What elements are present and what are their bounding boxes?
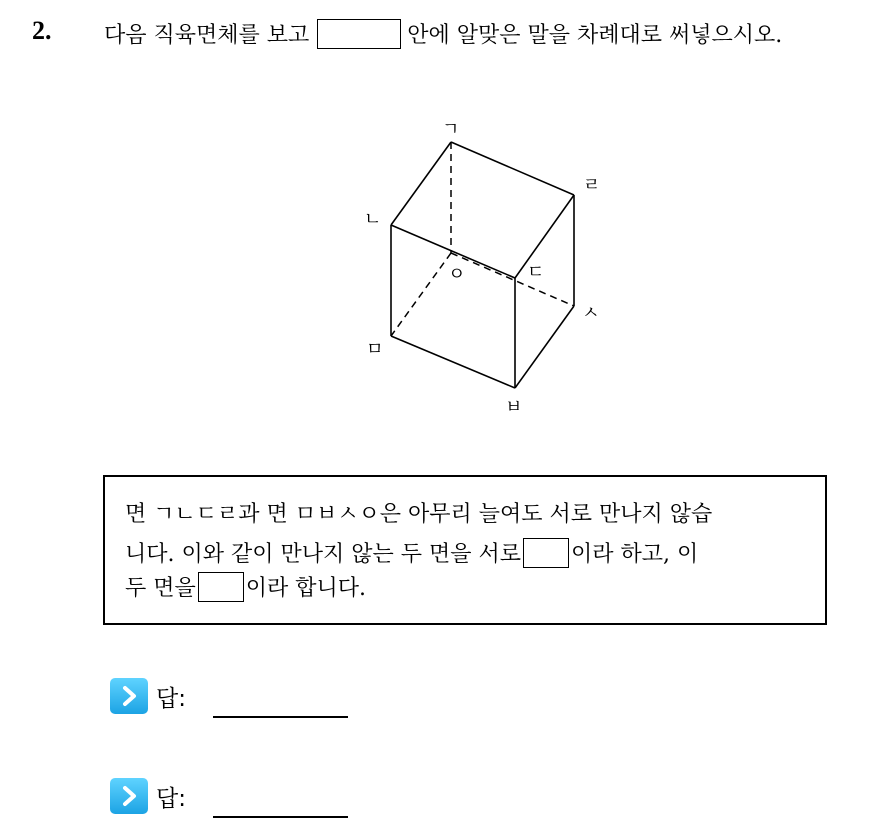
vertex-label-m: ㅁ — [366, 339, 384, 360]
hidden-edge-o-m — [391, 253, 451, 336]
question-text — [104, 18, 782, 49]
edge-g-n — [391, 142, 451, 225]
answer-label-2: 답: — [156, 785, 186, 812]
definition-box — [103, 475, 827, 625]
box-line-3-end: 이라 합니다. — [245, 576, 366, 601]
box-line-1: 면 ㄱㄴㄷㄹ과 면 ㅁㅂㅅㅇ은 아무리 늘여도 서로 만나지 않습 — [125, 502, 713, 527]
vertex-label-n: ㄴ — [364, 209, 382, 230]
answer-row-2 — [110, 778, 186, 814]
edge-g-r — [451, 142, 574, 195]
question-text-after: 안에 알맞은 말을 차례대로 써넣으시오. — [407, 23, 783, 48]
vertex-label-r: ㄹ — [583, 175, 601, 196]
term-blank-1 — [523, 538, 569, 568]
box-line-2 — [125, 537, 698, 568]
question-text-before: 다음 직육면체를 보고 — [104, 23, 310, 48]
answer-input-2[interactable] — [213, 816, 348, 818]
vertex-label-d: ㄷ — [527, 262, 545, 283]
term-blank-2 — [198, 572, 244, 602]
vertex-label-o: ㅇ — [448, 264, 466, 285]
hidden-edge-o-s — [451, 253, 574, 306]
cuboid-figure — [340, 115, 620, 425]
box-line-3 — [125, 571, 366, 602]
vertex-label-b: ㅂ — [505, 397, 523, 418]
answer-row-1 — [110, 678, 186, 714]
answer-label-1: 답: — [156, 685, 186, 712]
edge-b-s — [515, 306, 574, 388]
answer-input-1[interactable] — [213, 716, 348, 718]
question-blank — [317, 19, 401, 49]
edge-r-d — [515, 195, 574, 278]
box-line-3-start: 두 면을 — [125, 576, 196, 601]
chevron-right-icon — [110, 678, 148, 714]
chevron-right-icon — [110, 778, 148, 814]
question-number: 2. — [32, 16, 52, 45]
vertex-label-g: ㄱ — [442, 119, 460, 140]
edge-m-b — [391, 336, 515, 388]
box-line-2-start: 니다. 이와 같이 만나지 않는 두 면을 서로 — [125, 542, 521, 567]
box-line-2-end: 이라 하고, 이 — [570, 542, 699, 567]
vertex-label-s: ㅅ — [582, 303, 600, 324]
